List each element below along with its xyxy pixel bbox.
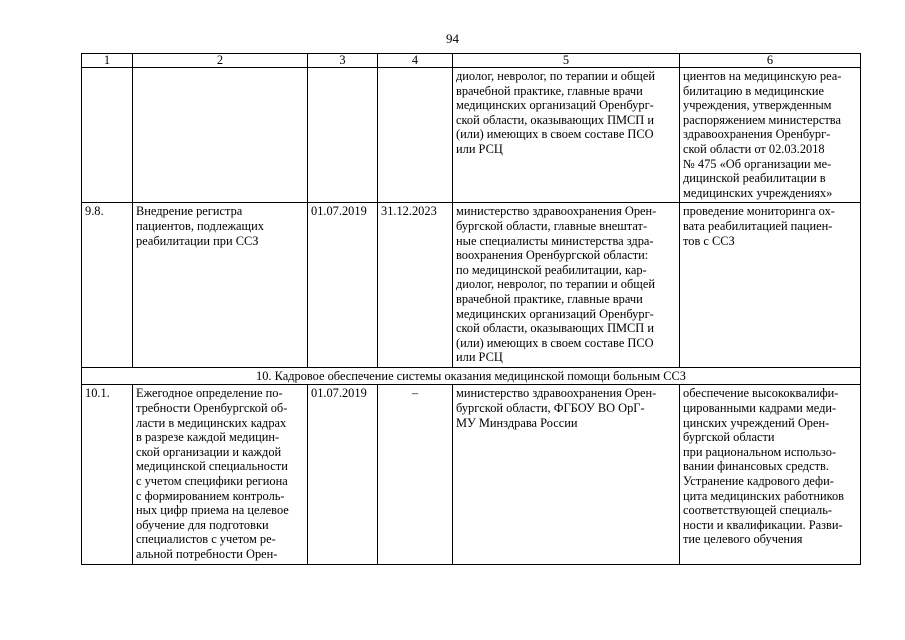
executors-cell (453, 203, 680, 368)
text-line: цированными кадрами меди- (683, 401, 837, 416)
text-line: альной потребности Орен- (136, 547, 278, 561)
text-line: по медицинской реабилитации, кар- (456, 262, 647, 277)
end-date: 31.12.2023 (378, 203, 453, 368)
text-line: ской организации и каждой (136, 444, 282, 459)
page-number: 94 (446, 31, 459, 46)
text-line: врачебной практике, главные врачи (456, 291, 643, 306)
text-line: № 475 «Об организации ме- (683, 156, 832, 171)
row-number (82, 68, 133, 203)
measure-name (133, 68, 308, 203)
row-number: 10.1. (82, 385, 133, 564)
text-line: ской области от 02.03.2018 (683, 141, 825, 156)
text-line: МУ Минздрава России (456, 415, 578, 430)
column-header: 5 (453, 54, 680, 68)
text-line: специалистов с учетом ре- (136, 532, 276, 547)
text-line: Ежегодное определение по- (136, 386, 283, 401)
text-line: диолог, невролог, по терапии и общей (456, 69, 655, 83)
text-line: ных цифр приема на целевое (136, 503, 289, 518)
text-line: вании финансовых средств. (683, 459, 829, 474)
text-line: ности и квалификации. Разви- (683, 517, 843, 532)
column-header: 1 (82, 54, 133, 68)
column-header: 3 (308, 54, 378, 68)
text-line: при рациональном использо- (683, 444, 837, 459)
text-line: (или) имеющих в своем составе ПСО (456, 335, 654, 350)
result-cell (680, 385, 861, 564)
table-row (82, 385, 861, 564)
text-line: ской области, оказывающих ПМСП и (456, 112, 654, 127)
column-header-row (82, 54, 861, 68)
column-header: 6 (680, 54, 861, 68)
text-line: ные специалисты министерства здра- (456, 233, 654, 248)
measures-table (81, 53, 861, 565)
text-line: цинских учреждений Орен- (683, 415, 830, 430)
text-line: медицинских организаций Оренбург- (456, 98, 654, 113)
text-line: министерство здравоохранения Орен- (456, 204, 657, 219)
text-line: с формированием контроль- (136, 488, 285, 503)
text-line: здравоохранения Оренбург- (683, 127, 831, 142)
start-date (308, 68, 378, 203)
end-date: – (378, 385, 453, 564)
text-line: медицинских учреждениях» (683, 185, 833, 200)
text-line: бургской области (683, 430, 775, 445)
text-line: циентов на медицинскую реа- (683, 69, 842, 83)
text-line: бургской области, ФГБОУ ВО ОрГ- (456, 401, 645, 416)
text-line: реабилитации при ССЗ (136, 233, 259, 248)
text-line: воохранения Оренбургской области: (456, 248, 649, 263)
text-line: медицинской специальности (136, 459, 288, 474)
section-title: 10. Кадровое обеспечение системы оказания медицинской помощи больным ССЗ (82, 367, 861, 385)
text-line: учреждения, утвержденным (683, 98, 832, 113)
result-cell (680, 203, 861, 368)
text-line: билитацию в медицинские (683, 83, 825, 98)
text-line: врачебной практике, главные врачи (456, 83, 643, 98)
column-header: 4 (378, 54, 453, 68)
executors-cell (453, 385, 680, 564)
text-line: вата реабилитацией пациен- (683, 218, 833, 233)
text-line: обучение для подготовки (136, 517, 269, 532)
text-line: ласти в медицинских кадрах (136, 415, 287, 430)
text-line: соответствующей специаль- (683, 503, 833, 518)
result-cell (680, 68, 861, 203)
start-date: 01.07.2019 (308, 385, 378, 564)
text-line: цита медицинских работников (683, 488, 845, 503)
text-line: диолог, невролог, по терапии и общей (456, 277, 655, 292)
text-line: или РСЦ (456, 141, 503, 156)
text-line: тие целевого обучения (683, 532, 803, 547)
text-line: министерство здравоохранения Орен- (456, 386, 657, 401)
text-line: тов с ССЗ (683, 233, 735, 248)
text-line: Внедрение регистра (136, 204, 243, 219)
text-line: распоряжением министерства (683, 112, 841, 127)
measure-name (133, 203, 308, 368)
text-line: медицинских организаций Оренбург- (456, 306, 654, 321)
text-line: дицинской реабилитации в (683, 171, 826, 186)
measure-name (133, 385, 308, 564)
executors-cell (453, 68, 680, 203)
text-line: или РСЦ (456, 350, 503, 365)
text-line: пациентов, подлежащих (136, 218, 264, 233)
text-line: с учетом специфики региона (136, 474, 288, 489)
text-line: в разрезе каждой медицин- (136, 430, 280, 445)
column-header: 2 (133, 54, 308, 68)
text-line: ской области, оказывающих ПМСП и (456, 321, 654, 336)
text-line: Устранение кадрового дефи- (683, 474, 834, 489)
table-row (82, 203, 861, 368)
text-line: обеспечение высококвалифи- (683, 386, 839, 401)
text-line: (или) имеющих в своем составе ПСО (456, 127, 654, 142)
row-number: 9.8. (82, 203, 133, 368)
table-row (82, 68, 861, 203)
text-line: бургской области, главные внештат- (456, 218, 648, 233)
text-line: проведение мониторинга ох- (683, 204, 835, 219)
start-date: 01.07.2019 (308, 203, 378, 368)
section-row (82, 367, 861, 385)
end-date (378, 68, 453, 203)
text-line: требности Оренбургской об- (136, 401, 288, 416)
